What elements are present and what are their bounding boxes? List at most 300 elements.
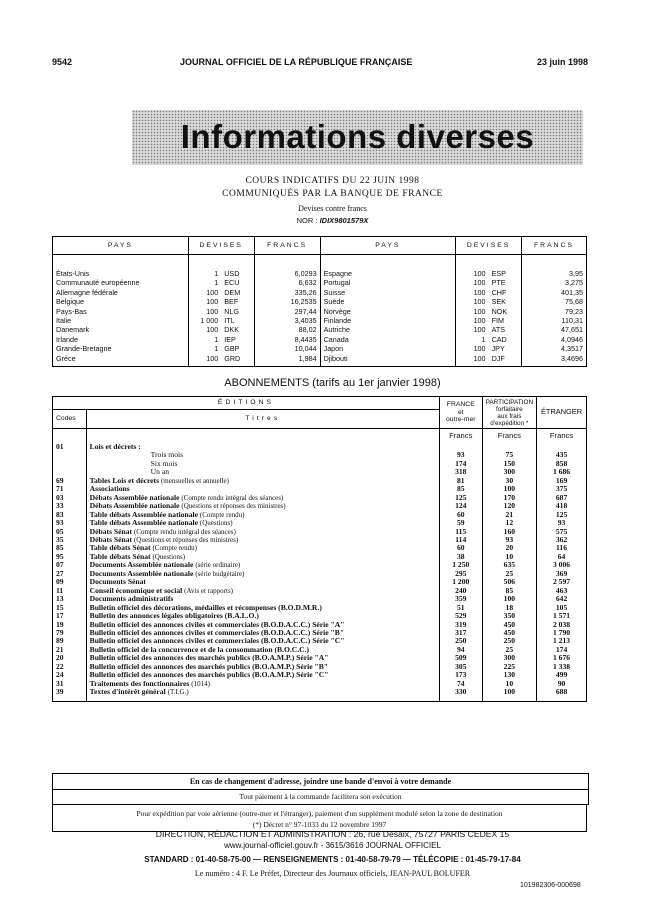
quantity: 1 (188, 269, 221, 278)
edition-code: 95 (56, 551, 64, 561)
price-etranger: 687 (537, 494, 587, 502)
price-france: 59 (439, 519, 482, 527)
price-etranger: 1 213 (537, 637, 587, 645)
rate-row (53, 354, 587, 363)
rate-row (53, 325, 587, 334)
country: Communauté européenne (56, 278, 140, 288)
price-etranger: 1 790 (537, 629, 587, 637)
edition-note: (T.I.G.) (167, 688, 189, 697)
country: Italie (56, 316, 72, 326)
header-pays-right: PAYS (320, 237, 456, 255)
price-etranger: 169 (537, 477, 587, 485)
quantity: 100 (456, 307, 489, 316)
edition-title: Table débats Sénat (89, 543, 151, 553)
edition-title: Traitements des fonctionnaires (89, 678, 190, 688)
edition-note: (Compte rendu intégral des séances) (133, 527, 236, 536)
edition-code: 13 (56, 594, 64, 604)
price-participation: 300 (482, 654, 536, 662)
country: Djibouti (320, 354, 456, 363)
price-etranger: 499 (537, 671, 587, 679)
price-participation: 85 (482, 587, 536, 595)
country: États-Unis (56, 269, 90, 278)
edition-code: 22 (56, 661, 64, 671)
price-france: 60 (439, 511, 482, 519)
country: Irlande (56, 334, 78, 344)
document-ref: 101982306-000698 (520, 882, 581, 889)
rate-value: 335,26 (254, 288, 320, 297)
price-france: 1 250 (439, 561, 482, 569)
edition-code: 03 (56, 492, 64, 502)
unit-france: Francs (439, 429, 482, 444)
price-france: 240 (439, 587, 482, 595)
price-france: 318 (439, 468, 482, 476)
rates-subtitle: Devises contre francs (298, 204, 367, 213)
edition-note: (Questions et réponses des ministres) (181, 502, 286, 511)
currency-code: ITL (224, 316, 235, 326)
quantity: 100 (456, 354, 489, 363)
price-etranger: 105 (537, 604, 587, 612)
header-part-line3: aux frais (497, 412, 522, 420)
price-participation: 10 (482, 680, 536, 688)
rate-value: 16,2535 (254, 297, 320, 306)
currency-code: ECU (224, 278, 240, 288)
price-france: 1 200 (439, 578, 482, 586)
quantity: 100 (456, 325, 489, 334)
quantity: 100 (456, 278, 489, 287)
header-titres: Titres (86, 410, 439, 429)
price-france: 81 (439, 477, 482, 485)
currency-code: NLG (224, 306, 240, 316)
header-editions: ÉDITIONS (53, 397, 440, 410)
unit-etranger: Francs (537, 429, 587, 444)
quantity: 100 (456, 316, 489, 325)
price-participation: 150 (482, 460, 536, 468)
price-france: 74 (439, 680, 482, 688)
header-francs-right: FRANCS (522, 237, 587, 255)
header-participation (482, 397, 536, 429)
edition-code: 27 (56, 568, 64, 578)
edition-title: Associations (89, 484, 130, 494)
edition-note: (mensuelles et annuelle) (160, 476, 229, 485)
edition-code (53, 460, 87, 468)
price-participation: 450 (482, 629, 536, 637)
quantity: 100 (188, 325, 221, 334)
edition-code: 39 (56, 687, 64, 697)
edition-note: (série ordinaire) (195, 561, 241, 570)
rate-value: 3,4035 (254, 316, 320, 325)
header-part-line2: forfaitaire (496, 405, 523, 413)
price-france: 305 (439, 663, 482, 671)
direction-line1: DIRECTION, RÉDACTION ET ADMINISTRATION : 26, rue Desaix, 75727 PARIS CEDEX 15 (155, 829, 510, 839)
price-etranger: 174 (537, 646, 587, 654)
edition-code: 31 (56, 678, 64, 688)
price-participation: 18 (482, 604, 536, 612)
edition-title-cell (86, 451, 439, 459)
edition-code: 15 (56, 602, 64, 612)
nor-value: IDIX9801579X (319, 216, 369, 225)
header-codes: Codes (53, 410, 87, 429)
header-part-line4: d'expédition * (490, 419, 529, 427)
edition-title-cell (86, 688, 439, 696)
price-france: 295 (439, 570, 482, 578)
price-participation: 75 (482, 451, 536, 459)
subscriptions-table (52, 396, 587, 702)
price-participation: 120 (482, 502, 536, 510)
rate-value: 3,4696 (522, 354, 587, 363)
edition-code: 20 (56, 653, 64, 663)
price-participation: 300 (482, 468, 536, 476)
edition-title: Bulletin officiel des décorations, médailles et récompenses (B.O.D.M.R.) (89, 602, 322, 612)
edition-title: Bulletin des annonces légales obligatoires (B.A.L.O.) (89, 611, 259, 621)
price-etranger: 2 597 (537, 578, 587, 586)
currency-code: ATS (491, 325, 506, 335)
price-etranger: 1 571 (537, 612, 587, 620)
price-etranger: 369 (537, 570, 587, 578)
air-shipping-note (52, 805, 587, 832)
country: Japon (320, 344, 456, 353)
price-etranger: 858 (537, 460, 587, 468)
price-participation: 30 (482, 477, 536, 485)
edition-note: (Avis et rapports) (184, 586, 233, 595)
edition-note: (Compte rendu) (152, 544, 197, 553)
country: Suède (320, 297, 456, 306)
rate-row (53, 344, 587, 353)
subscription-row (53, 688, 587, 696)
country: Espagne (320, 269, 456, 278)
air-note-line2: (*) Décret n° 97-1033 du 12 novembre 1997 (252, 820, 387, 829)
exchange-rates-table (52, 236, 587, 367)
edition-note: (Questions et réponses des ministres) (133, 535, 239, 544)
price-etranger: 418 (537, 502, 587, 510)
header-etranger: ÉTRANGER (537, 397, 587, 429)
edition-code: 19 (56, 619, 64, 629)
edition-code: 09 (56, 577, 64, 587)
currency-code: SEK (491, 297, 506, 307)
edition-code: 05 (56, 526, 64, 536)
price-participation: 250 (482, 637, 536, 645)
edition-code: 93 (56, 518, 64, 528)
price-france: 38 (439, 553, 482, 561)
price-france: 115 (439, 528, 482, 536)
rate-value: 8,4435 (254, 335, 320, 344)
price-participation: 450 (482, 621, 536, 629)
price-etranger: 64 (537, 553, 587, 561)
header-devises-right: DEVISES (456, 237, 522, 255)
edition-title: Bulletin officiel de la concurrence et de la consommation (B.O.C.C.) (89, 644, 310, 654)
edition-title: Documents Sénat (89, 577, 146, 587)
country: Grande-Bretagne (56, 344, 112, 354)
country: Suisse (320, 288, 456, 297)
rate-value: 47,651 (522, 325, 587, 334)
price-etranger: 125 (537, 511, 587, 519)
currency-code: NOK (491, 306, 508, 316)
country: Portugal (320, 278, 456, 287)
currency-code: CHF (491, 287, 507, 297)
rate-row (53, 288, 587, 297)
edition-title: Débats Sénat (89, 526, 133, 536)
price-etranger: 463 (537, 587, 587, 595)
edition-note: (Questions) (199, 519, 233, 528)
edition-title: Lois et décrets : (89, 442, 141, 451)
currency-code: JPY (491, 344, 505, 354)
rate-row (53, 316, 587, 325)
country: Canada (320, 335, 456, 344)
price-etranger: 2 038 (537, 621, 587, 629)
currency-code: IEP (224, 334, 236, 344)
currency-code: ESP (491, 269, 506, 278)
price-participation: 350 (482, 612, 536, 620)
rate-value: 3,275 (522, 278, 587, 287)
price-participation: 100 (482, 485, 536, 493)
edition-title: Bulletin officiel des annonces civiles et commerciales (B.O.D.A.C.C.) Série "C" (89, 636, 345, 646)
edition-title: Table débats Assemblée nationale (89, 509, 199, 519)
price-participation: 160 (482, 528, 536, 536)
country: Finlande (320, 316, 456, 325)
edition-code: 85 (56, 543, 64, 553)
rate-value: 297,44 (254, 307, 320, 316)
price-etranger: 435 (537, 451, 587, 459)
edition-code: 33 (56, 501, 64, 511)
quantity: 100 (456, 269, 489, 278)
edition-code (53, 451, 87, 459)
edition-code: 11 (56, 585, 64, 595)
currency-code: DJF (491, 353, 505, 363)
edition-note: (Questions) (152, 552, 186, 561)
header-pays-left: PAYS (53, 237, 189, 255)
edition-title: Bulletin officiel des annonces des marchés publics (B.O.A.M.P.) Série "B" (89, 661, 328, 671)
price-participation: 21 (482, 511, 536, 519)
rate-value: 79,23 (522, 307, 587, 316)
rate-value: 110,31 (522, 316, 587, 325)
edition-code: 17 (56, 611, 64, 621)
nor-reference (0, 216, 665, 225)
header-devises-left: DEVISES (188, 237, 254, 255)
rates-title-1: COURS INDICATIFS DU 22 JUIN 1998 (245, 176, 420, 186)
country: Grèce (56, 353, 76, 363)
country: Norvège (320, 307, 456, 316)
edition-title: Bulletin officiel des annonces civiles et commerciales (B.O.D.A.C.C.) Série "B" (89, 627, 345, 637)
price-etranger: 642 (537, 595, 587, 603)
section-banner (132, 110, 583, 165)
currency-code: DEM (224, 287, 241, 297)
price-participation: 93 (482, 536, 536, 544)
edition-code: 89 (56, 636, 64, 646)
edition-title: Textes d'intérêt général (89, 687, 166, 697)
price-france: 317 (439, 629, 482, 637)
rate-value: 6,632 (254, 278, 320, 287)
payment-note: Tout paiement à la commande facilitera son exécution (52, 789, 589, 805)
rate-row (53, 307, 587, 316)
edition-note: (série budgétaire) (195, 569, 245, 578)
price-france: 173 (439, 671, 482, 679)
edition-code: 71 (56, 484, 64, 494)
price-etranger: 116 (537, 544, 587, 552)
quantity: 1 000 (188, 316, 221, 325)
edition-title-cell (86, 443, 439, 451)
edition-title-cell (86, 519, 439, 527)
quantity: 1 (188, 335, 221, 344)
rate-row (53, 297, 587, 306)
journal-title: JOURNAL OFFICIEL DE LA RÉPUBLIQUE FRANÇAISE (180, 57, 413, 67)
page-number: 9542 (52, 57, 73, 67)
currency-code: BEF (224, 297, 239, 307)
header-france-line2: et (457, 408, 464, 416)
price-france: 359 (439, 595, 482, 603)
price-etranger: 1 676 (537, 654, 587, 662)
edition-code: 83 (56, 509, 64, 519)
edition-code: 01 (56, 442, 64, 451)
price-etranger: 1 686 (537, 468, 587, 476)
price-france: 250 (439, 637, 482, 645)
edition-note: (Compte rendu intégral des séances) (181, 493, 284, 502)
edition-note: (Compte rendu) (199, 510, 245, 519)
price-participation: 635 (482, 561, 536, 569)
edition-title: Tables Lois et décrets (89, 475, 160, 485)
section-title: Informations diverses (180, 118, 535, 155)
quantity: 100 (188, 288, 221, 297)
price-participation: 12 (482, 519, 536, 527)
price-participation: 20 (482, 544, 536, 552)
quantity: 1 (188, 344, 221, 353)
price-etranger: 362 (537, 536, 587, 544)
edition-title: Table débats Assemblée nationale (89, 518, 199, 528)
edition-code: 24 (56, 670, 64, 680)
edition-title: Bulletin officiel des annonces des marchés publics (B.O.A.M.P.) Série "C" (89, 670, 329, 680)
rate-value: 3,95 (522, 269, 587, 278)
rates-title-2: COMMUNIQUÉS PAR LA BANQUE DE FRANCE (222, 189, 443, 199)
rate-value: 88,02 (254, 325, 320, 334)
country: Danemark (56, 325, 90, 335)
currency-code: PTE (491, 278, 506, 288)
quantity: 100 (188, 354, 221, 363)
price-participation: 25 (482, 570, 536, 578)
direction-phones: STANDARD : 01-40-58-75-00 — RENSEIGNEMENTS : 01-40-58-79-79 — TÉLÉCOPIE : 01-45-79-17-84 (144, 855, 521, 864)
currency-code: USD (224, 269, 240, 278)
country: Allemagne fédérale (56, 287, 118, 297)
price-france: 174 (439, 460, 482, 468)
rate-row (53, 269, 587, 278)
edition-title: Bulletin officiel des annonces des marchés publics (B.O.A.M.P.) Série "A" (89, 653, 329, 663)
header-france-line3: outre-mer (446, 416, 476, 424)
edition-title: Débats Assemblée nationale (89, 501, 180, 511)
edition-title: Table débats Sénat (89, 551, 151, 561)
price-etranger: 93 (537, 519, 587, 527)
country: Autriche (320, 325, 456, 334)
header-francs-left: FRANCS (254, 237, 320, 255)
price-etranger: 3 006 (537, 561, 587, 569)
currency-code: GBP (224, 344, 240, 354)
price-france: 51 (439, 604, 482, 612)
price-line: Le numéro : 4 F. Le Préfet, Directeur des Journaux officiels, JEAN-PAUL BOLUFER (194, 869, 471, 878)
edition-title-cell (86, 528, 439, 536)
air-note-line1: Pour expédition par voie aérienne (outre-mer et l'étranger), paiement d'un supplément modulé selon la zone de destination (136, 809, 503, 818)
price-france: 114 (439, 536, 482, 544)
edition-title: Débats Sénat (89, 534, 133, 544)
edition-code: 35 (56, 534, 64, 544)
price-france: 529 (439, 612, 482, 620)
currency-code: FIM (491, 316, 504, 326)
price-etranger: 90 (537, 680, 587, 688)
edition-title: Six mois (150, 458, 178, 468)
quantity: 100 (188, 307, 221, 316)
price-france: 124 (439, 502, 482, 510)
edition-code: 07 (56, 560, 64, 570)
edition-title-cell (86, 460, 439, 468)
abonnements-heading (0, 377, 665, 389)
rate-value: 1,984 (254, 354, 320, 363)
quantity: 100 (188, 297, 221, 306)
price-etranger: 575 (537, 528, 587, 536)
currency-code: DKK (224, 325, 240, 335)
edition-title: Trois mois (150, 450, 184, 460)
price-france: 93 (439, 451, 482, 459)
header-part-line1: PARTICIPATION (485, 398, 534, 406)
quantity: 1 (188, 278, 221, 287)
price-france: 330 (439, 688, 482, 696)
price-participation: 130 (482, 671, 536, 679)
price-france: 125 (439, 494, 482, 502)
header-france (439, 397, 482, 429)
price-france: 509 (439, 654, 482, 662)
price-participation: 100 (482, 688, 536, 696)
rate-row (53, 335, 587, 344)
edition-code: 69 (56, 475, 64, 485)
edition-title: Documents Assemblée nationale (89, 568, 194, 578)
rate-row (53, 278, 587, 287)
unit-participation: Francs (482, 429, 536, 444)
price-france: 94 (439, 646, 482, 654)
edition-code: 21 (56, 644, 64, 654)
price-france: 319 (439, 621, 482, 629)
country: Belgique (56, 297, 84, 307)
currency-code: GRD (224, 353, 241, 363)
price-france: 60 (439, 544, 482, 552)
price-participation: 25 (482, 646, 536, 654)
price-etranger: 375 (537, 485, 587, 493)
edition-title-cell (86, 477, 439, 485)
price-france: 85 (439, 485, 482, 493)
price-participation: 100 (482, 595, 536, 603)
edition-code: 79 (56, 627, 64, 637)
currency-code: CAD (491, 334, 507, 344)
edition-title: Conseil économique et social (89, 585, 183, 595)
issue-date: 23 juin 1998 (537, 57, 589, 67)
price-participation: 10 (482, 553, 536, 561)
quantity: 100 (456, 297, 489, 306)
edition-title: Débats Assemblée nationale (89, 492, 180, 502)
quantity: 100 (456, 288, 489, 297)
rate-value: 10,044 (254, 344, 320, 353)
edition-title: Un an (150, 467, 169, 477)
edition-title: Documents administratifs (89, 594, 174, 604)
rate-value: 401,35 (522, 288, 587, 297)
quantity: 1 (456, 335, 489, 344)
edition-title: Bulletin officiel des annonces civiles et commerciales (B.O.D.A.C.C.) Série "A" (89, 619, 345, 629)
price-participation: 170 (482, 494, 536, 502)
country: Pays-Bas (56, 306, 87, 316)
change-address-note: En cas de changement d'adresse, joindre une bande d'envoi à votre demande (52, 773, 589, 790)
price-participation: 225 (482, 663, 536, 671)
price-participation: 506 (482, 578, 536, 586)
rate-value: 6,0293 (254, 269, 320, 278)
abonnements-heading-text: ABONNEMENTS (tarifs au 1er janvier 1998) (224, 377, 441, 389)
header-france-line1: FRANCE (446, 401, 475, 409)
edition-title: Documents Assemblée nationale (89, 560, 194, 570)
rate-value: 4,3517 (522, 344, 587, 353)
edition-note: (1014) (191, 679, 210, 688)
nor-label: NOR : (296, 216, 318, 225)
price-etranger: 1 338 (537, 663, 587, 671)
